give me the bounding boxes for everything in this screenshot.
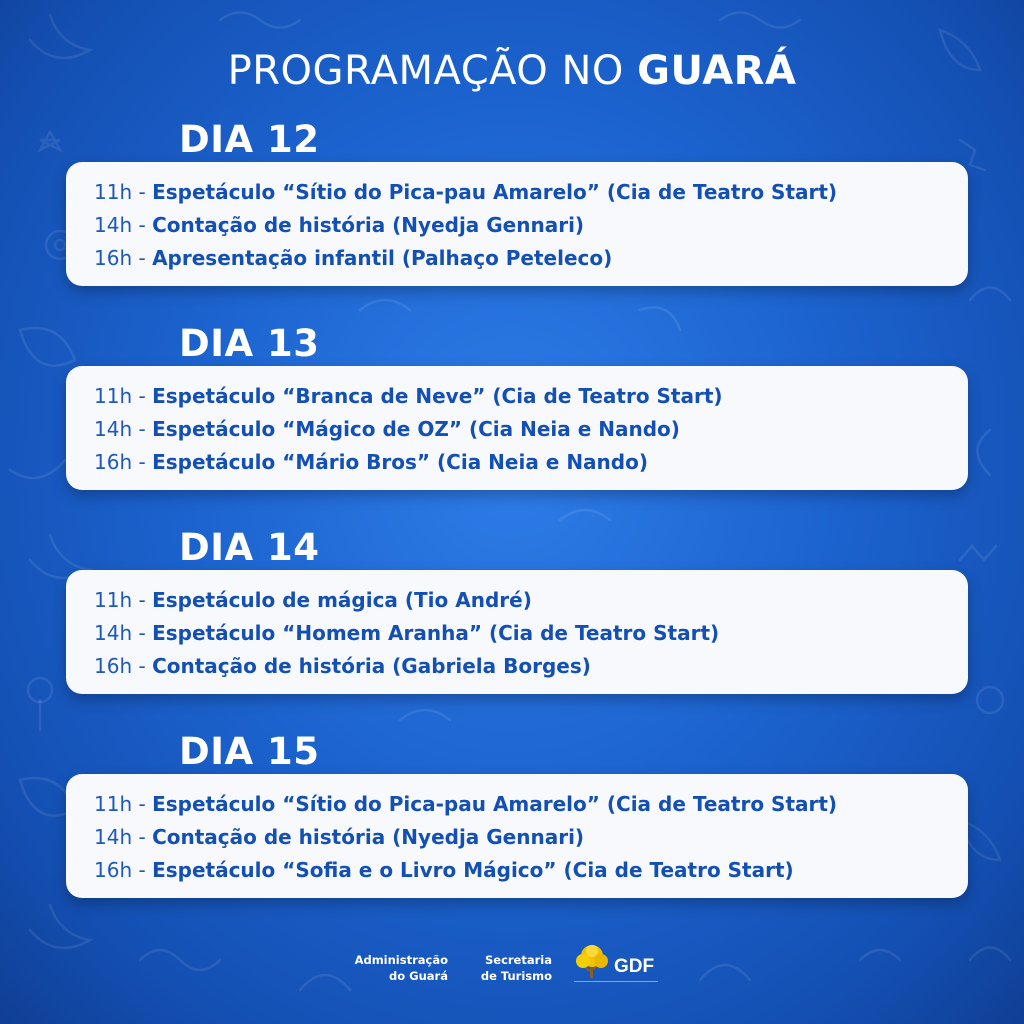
event-description: Contação de história (Nyedja Gennari) <box>152 825 585 849</box>
event-time: 14h <box>94 825 133 849</box>
event-description: Espetáculo “Sítio do Pica-pau Amarelo” (Cia de Teatro Start) <box>152 792 838 816</box>
schedule-row <box>94 413 968 446</box>
page-title <box>0 48 1024 94</box>
event-time: 16h <box>94 450 133 474</box>
event-description: Contação de história (Nyedja Gennari) <box>152 213 585 237</box>
schedule-row <box>94 854 968 887</box>
separator: - <box>132 213 153 237</box>
event-time: 16h <box>94 858 133 882</box>
schedule-row <box>94 209 968 242</box>
separator: - <box>132 417 153 441</box>
schedule-row <box>94 650 968 683</box>
event-description: Espetáculo “Mário Bros” (Cia Neia e Nando) <box>152 450 648 474</box>
event-time: 11h <box>94 180 133 204</box>
event-description: Espetáculo de mágica (Tio André) <box>152 588 532 612</box>
schedule-row <box>94 446 968 479</box>
event-description: Contação de história (Gabriela Borges) <box>152 654 591 678</box>
event-time: 14h <box>94 213 133 237</box>
schedule-row <box>94 380 968 413</box>
gdf-underline <box>574 981 658 982</box>
event-time: 14h <box>94 417 133 441</box>
separator: - <box>132 858 153 882</box>
secretaria-line-1: Secretaria <box>484 953 552 967</box>
separator: - <box>132 792 153 816</box>
schedule-card <box>66 162 968 286</box>
event-description: Espetáculo “Sítio do Pica-pau Amarelo” (Cia de Teatro Start) <box>152 180 838 204</box>
schedule-card <box>66 366 968 490</box>
title-bold: GUARÁ <box>637 48 797 94</box>
schedule-row <box>94 821 968 854</box>
event-description: Espetáculo “Mágico de OZ” (Cia Neia e Nando) <box>152 417 680 441</box>
secretaria-line-2: de Turismo <box>480 969 552 983</box>
schedule-row <box>94 176 968 209</box>
separator: - <box>132 246 153 270</box>
event-time: 11h <box>94 792 133 816</box>
schedule-card <box>66 570 968 694</box>
event-description: Espetáculo “Sofia e o Livro Mágico” (Cia de Teatro Start) <box>152 858 794 882</box>
footer-logos <box>0 948 1024 998</box>
title-light: PROGRAMAÇÃO NO <box>227 48 638 94</box>
admin-guara-logo <box>352 952 448 984</box>
secretaria-turismo-logo <box>470 952 552 984</box>
event-description: Espetáculo “Branca de Neve” (Cia de Teatro Start) <box>152 384 723 408</box>
event-description: Espetáculo “Homem Aranha” (Cia de Teatro Start) <box>152 621 720 645</box>
ipe-tree-icon <box>572 942 612 982</box>
admin-line-2: do Guará <box>389 969 448 983</box>
admin-line-1: Administração <box>354 953 448 967</box>
day-heading: DIA 12 <box>179 118 320 161</box>
separator: - <box>132 621 153 645</box>
event-time: 16h <box>94 654 133 678</box>
schedule-row <box>94 617 968 650</box>
schedule-card <box>66 774 968 898</box>
event-description: Apresentação infantil (Palhaço Peteleco) <box>152 246 613 270</box>
schedule-row <box>94 788 968 821</box>
separator: - <box>132 588 153 612</box>
event-time: 16h <box>94 246 133 270</box>
schedule-row <box>94 242 968 275</box>
separator: - <box>132 825 153 849</box>
day-heading: DIA 15 <box>179 730 320 773</box>
event-time: 11h <box>94 588 133 612</box>
separator: - <box>132 180 153 204</box>
day-heading: DIA 13 <box>179 322 320 365</box>
separator: - <box>132 384 153 408</box>
event-time: 14h <box>94 621 133 645</box>
day-heading: DIA 14 <box>179 526 320 569</box>
gdf-logo-text: GDF <box>614 956 655 977</box>
schedule-row <box>94 584 968 617</box>
event-time: 11h <box>94 384 133 408</box>
separator: - <box>132 450 153 474</box>
separator: - <box>132 654 153 678</box>
